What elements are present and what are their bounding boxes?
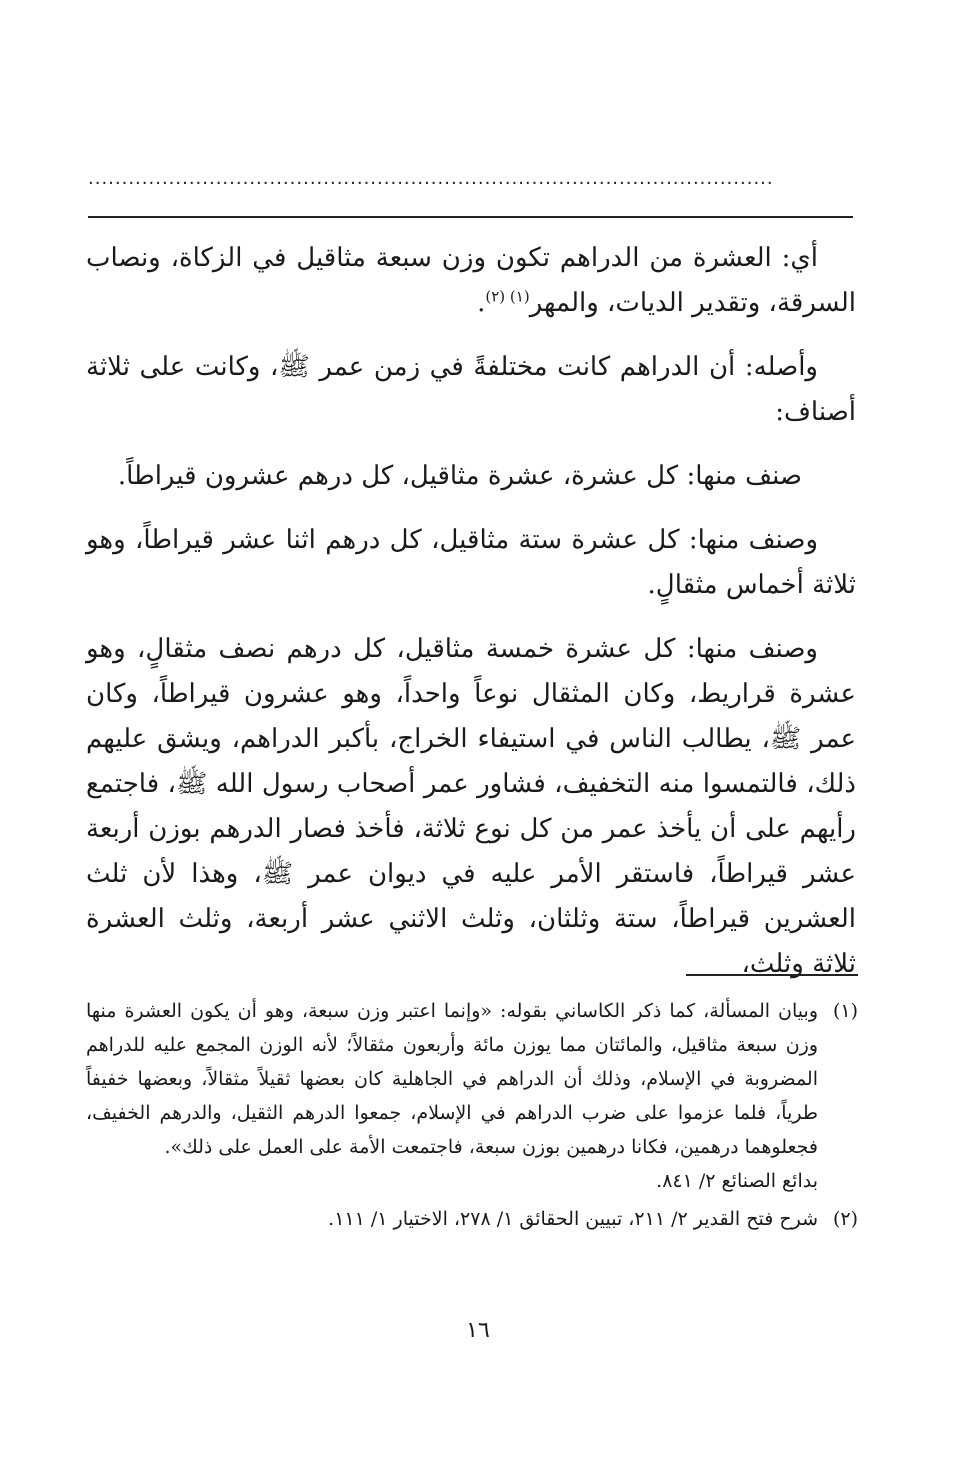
dotted-separator: ...................................................................................................... (88, 168, 774, 188)
paragraph-1: أي: العشرة من الدراهم تكون وزن سبعة مثاقيل في الزكاة، ونصاب السرقة، وتقدير الديات، والمهر$^{(١) (٢)}$. (86, 243, 856, 318)
footnotes (86, 994, 858, 1240)
footnote-number: (٢) (832, 1208, 858, 1230)
footnote-refs[interactable]: (١) (٢) (485, 287, 530, 306)
footnote-1 (86, 994, 858, 1198)
footnote-text: وبيان المسألة، كما ذكر الكاساني بقوله: «وإنما اعتبر وزن سبعة، وهو أن يكون العشرة منها وزن سبعة مثاقيل، والمائتان مما يوزن مائة وأربعون مثقالاً؛ لأنه الوزن المجمع عليه للدراهم المضروبة في الإسلام، وذلك أن الدراهم في الجاهلية كان بعضها ثقيلاً مثقالاً، وبعضها خفيفاً طرياً، فلما عزموا على ضرب الدراهم في الإسلام، جمعوا الدرهم الثقيل، والدرهم الخفيف، فجعلوهما درهمين، فكانا درهمين بوزن سبعة، فاجتمعت الأمة على العمل على ذلك». (86, 1000, 818, 1158)
footnote-rule (686, 974, 858, 976)
footnote-source: بدائع الصنائع ٢/ ٨٤١. (656, 1170, 818, 1192)
paragraph-5: وصنف منها: كل عشرة خمسة مثاقيل، كل درهم نصف مثقالٍ، وهو عشرة قراريط، وكان المثقال نوعاً واحداً، وهو عشرون قيراطاً، وكان عمر ﷺ، يطالب الناس في استيفاء الخراج، بأكبر الدراهم، ويشق عليهم ذلك، فالتمسوا منه التخفيف، فشاور عمر أصحاب رسول الله ﷺ، فاجتمع رأيهم على أن يأخذ عمر من كل نوع ثلاثة، فأخذ فصار الدرهم بوزن أربعة عشر قيراطاً، فاستقر الأمر عليه في ديوان عمر ﷺ، وهذا لأن ثلث العشرين قيراطاً، ستة وثلثان، وثلث الاثني عشر أربعة، وثلث العشرة ثلاثة وثلث، (86, 634, 856, 979)
header-rule (88, 216, 853, 218)
footnote-number: (١) (832, 1000, 858, 1022)
paragraph-3: صنف منها: كل عشرة، عشرة مثاقيل، كل درهم عشرون قيراطاً. (117, 461, 802, 491)
main-text (86, 236, 856, 1006)
paragraph-4: وصنف منها: كل عشرة ستة مثاقيل، كل درهم اثنا عشر قيراطاً، وهو ثلاثة أخماس مثقالٍ. (86, 525, 856, 600)
footnote-text: شرح فتح القدير ٢/ ٢١١، تبيين الحقائق ١/ ٢٧٨، الاختيار ١/ ١١١. (328, 1208, 818, 1230)
page-number: ١٦ (466, 1318, 490, 1343)
footnote-2 (86, 1202, 858, 1236)
paragraph-2: وأصله: أن الدراهم كانت مختلفةً في زمن عمر ﷺ، وكانت على ثلاثة أصناف: (86, 352, 856, 427)
